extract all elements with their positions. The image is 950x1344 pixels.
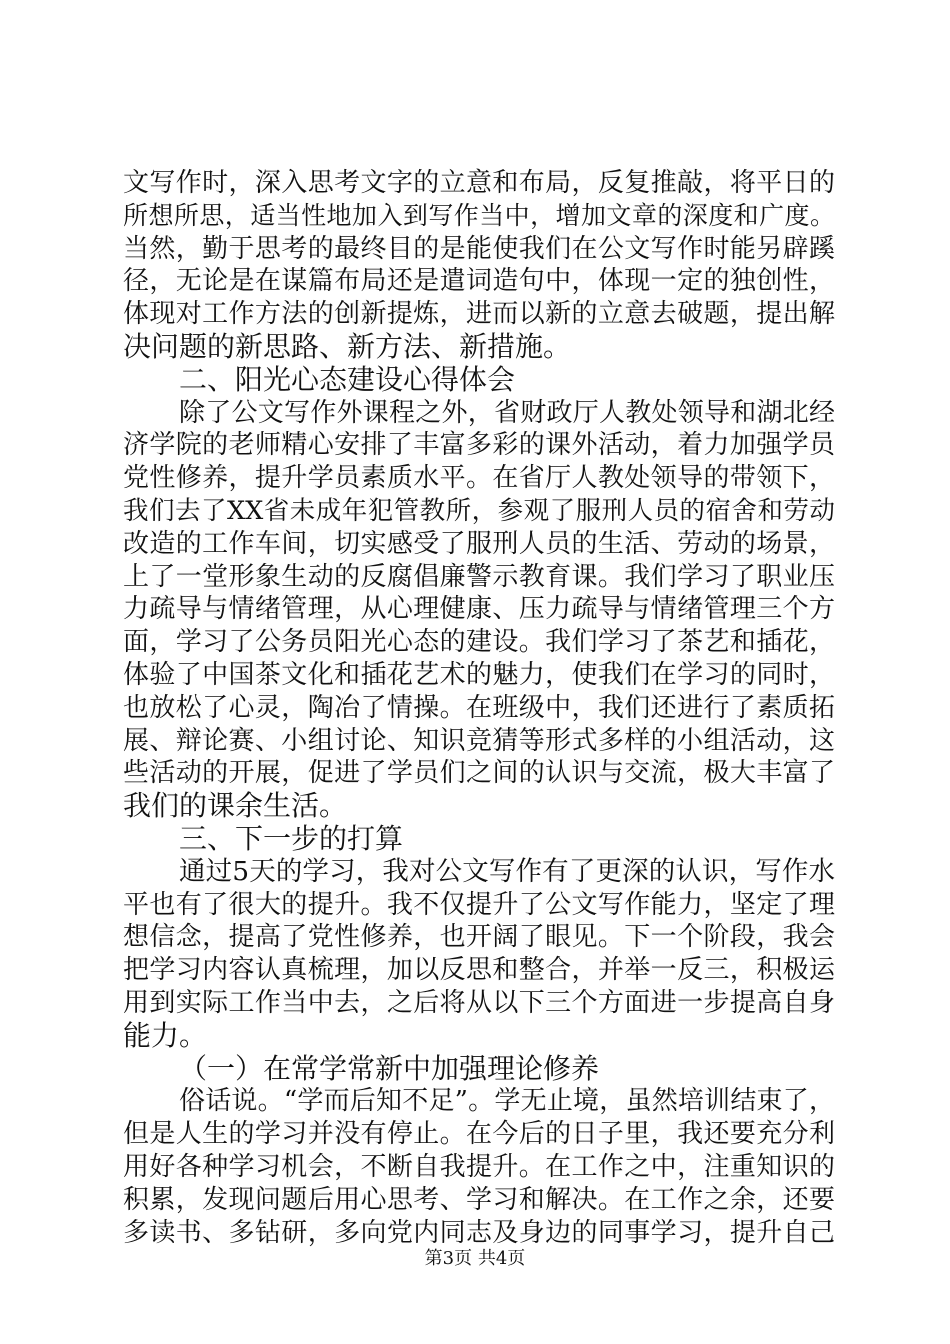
text-line: 二、阳光心态建设心得体会: [179, 362, 516, 396]
text-line: 所想所思，适当性地加入到写作当中，增加文章的深度和广度。: [123, 200, 835, 230]
text-line: 上了一堂形象生动的反腐倡廉警示教育课。我们学习了职业压: [123, 561, 835, 592]
text-line: 些活动的开展，促进了学员们之间的认识与交流，极大丰富了: [123, 758, 835, 789]
text-line: （一）在常学常新中加强理论修养: [179, 1051, 600, 1085]
text-line: 当然，勤于思考的最终目的是能使我们在公文写作时能另辟蹊: [123, 233, 835, 264]
text-line: 用好各种学习机会，不断自我提升。在工作之中，注重知识的: [123, 1151, 835, 1182]
text-line: 也放松了心灵，陶冶了情操。在班级中，我们还进行了素质拓: [123, 692, 835, 723]
text-line: 体现对工作方法的创新提炼，进而以新的立意去破题，提出解: [123, 299, 835, 330]
text-line: 决问题的新思路、新方法、新措施。: [123, 329, 572, 363]
text-line: 想信念，提高了党性修养，也开阔了眼见。下一个阶段，我会: [123, 922, 835, 953]
text-line: 把学习内容认真梳理，加以反思和整合，并举一反三，积极运: [123, 955, 835, 986]
text-line: 我们去了XX省未成年犯管教所，参观了服刑人员的宿舍和劳动: [123, 495, 835, 526]
page-footer: 第3页 共4页: [424, 1248, 526, 1269]
text-line: 面，学习了公务员阳光心态的建设。我们学习了茶艺和插花，: [123, 627, 835, 658]
text-line: 力疏导与情绪管理，从心理健康、压力疏导与情绪管理三个方: [123, 594, 835, 625]
text-line: 除了公文写作外课程之外，省财政厅人教处领导和湖北经: [179, 397, 835, 428]
text-line: 我们的课余生活。: [123, 789, 348, 823]
text-line: 改造的工作车间，切实感受了服刑人员的生活、劳动的场景，: [123, 528, 835, 559]
text-line: 径，无论是在谋篇布局还是遣词造句中，体现一定的独创性，: [123, 266, 835, 297]
text-line: 但是人生的学习并没有停止。在今后的日子里，我还要充分利: [123, 1119, 835, 1150]
document-body: [123, 167, 835, 1249]
text-line: 展、辩论赛、小组讨论、知识竞猜等形式多样的小组活动，这: [123, 725, 835, 756]
text-line: 能力。: [123, 1018, 208, 1052]
text-line: 济学院的老师精心安排了丰富多彩的课外活动，着力加强学员: [123, 430, 835, 461]
text-line: 用到实际工作当中去，之后将从以下三个方面进一步提高自身: [123, 987, 835, 1018]
text-line: 俗话说。“学而后知不足”。学无止境，虽然培训结束了，: [179, 1086, 835, 1117]
text-line: 党性修养，提升学员素质水平。在省厅人教处领导的带领下，: [123, 463, 835, 494]
text-line: 多读书、多钻研，多向党内同志及身边的同事学习，提升自己: [123, 1217, 835, 1248]
text-line: 平也有了很大的提升。我不仅提升了公文写作能力，坚定了理: [123, 889, 835, 920]
text-line: 文写作时，深入思考文字的立意和布局，反复推敲，将平日的: [123, 168, 835, 198]
text-line: 通过5天的学习，我对公文写作有了更深的认识，写作水: [179, 855, 835, 887]
text-line: 积累，发现问题后用心思考、学习和解决。在工作之余，还要: [123, 1184, 835, 1215]
text-line: 三、下一步的打算: [179, 821, 404, 855]
text-line: 体验了中国茶文化和插花艺术的魅力，使我们在学习的同时，: [123, 659, 835, 690]
